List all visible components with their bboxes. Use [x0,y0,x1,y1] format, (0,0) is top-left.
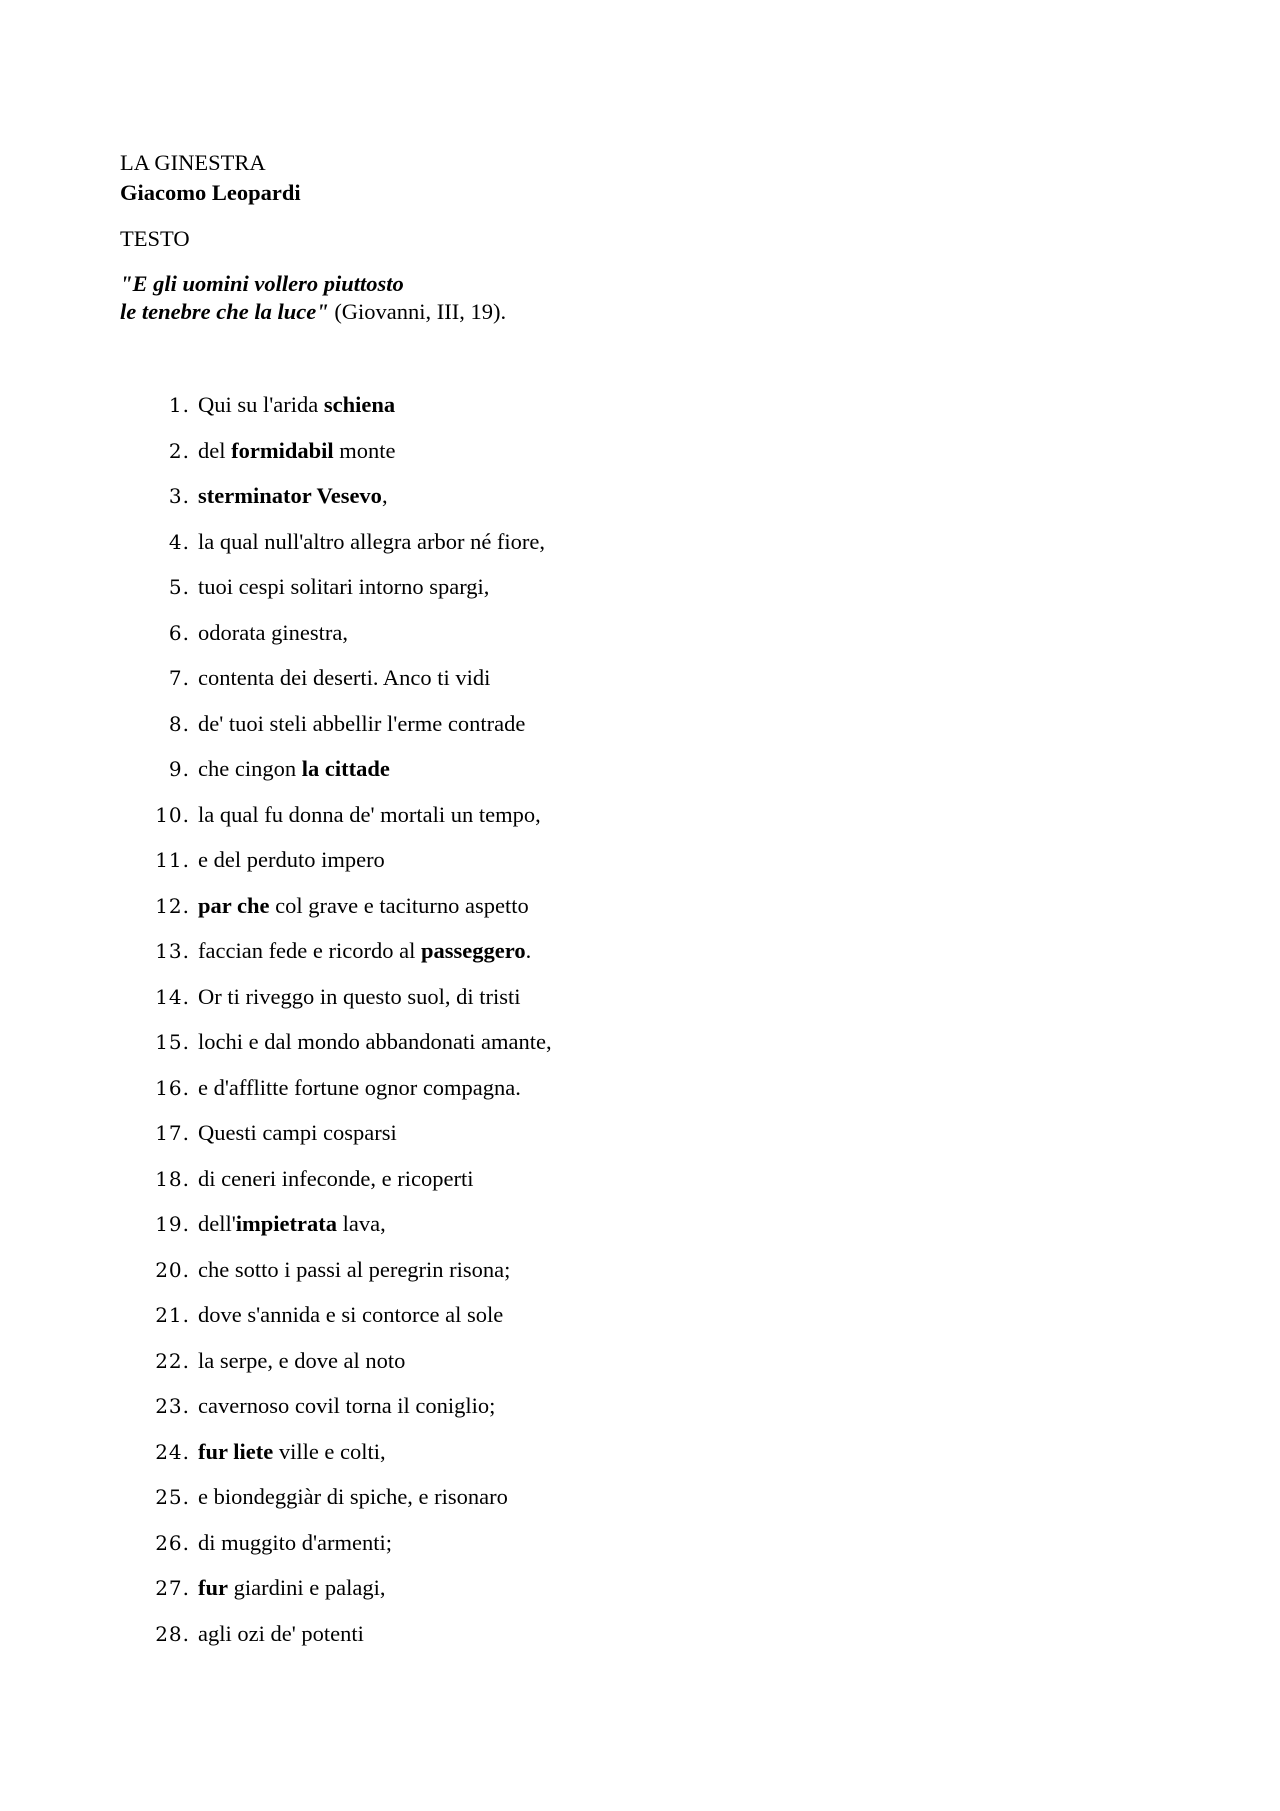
verse-text [198,1437,386,1467]
verse-text [198,1300,503,1330]
verse-text [198,527,545,557]
verse-segment: Qui su l'arida [198,392,324,417]
verse-segment: lochi e dal mondo abbandonati amante, [198,1029,552,1054]
verse-segment: la qual null'altro allegra arbor né fiore, [198,528,546,554]
epigraph-source: (Giovanni, III, 19). [328,299,507,324]
verse-segment: tuoi cespi solitari intorno spargi, [198,574,490,599]
verse-number: 21. [155,1303,190,1327]
verse-segment: cavernoso covil torna il coniglio; [198,1393,496,1418]
verse-segment: lava, [337,1211,386,1236]
verse-bold-segment: formidabil [231,437,334,463]
verse-segment: col grave e taciturno aspetto [269,892,529,918]
section-label: TESTO [120,226,190,251]
verse-segment: che cingon [198,756,302,781]
verse-text [198,845,385,875]
epigraph [120,270,506,326]
verse-segment: ville e colti, [273,1438,386,1464]
verse-text [198,982,520,1012]
verse-number: 28. [155,1621,190,1646]
verse-text [198,754,390,784]
verse-segment: e d'afflitte fortune ognor compagna. [198,1074,521,1100]
verse-segment: monte [333,437,396,463]
verse-text [198,1528,392,1558]
document-title: LA GINESTRA [120,150,266,175]
verse-bold-segment: passeggero [420,938,526,963]
verse-bold-segment: fur [198,1575,228,1600]
verse-text [198,1619,364,1649]
verse-number: 25. [155,1485,190,1509]
verse-number: 19. [155,1212,190,1236]
verse-number: 24. [155,1439,190,1464]
verse-text [198,1391,495,1421]
verse-number: 10. [155,802,190,827]
verse-segment: contenta dei deserti. Anco ti vidi [198,665,491,690]
verse-bold-segment: schiena [323,392,396,417]
verse-number: 23. [155,1394,190,1418]
verse-text [198,436,396,466]
epigraph-quote-1: "E gli uomini vollero piuttosto [120,271,404,296]
verse-number: 26. [155,1530,190,1555]
verse-number: 17. [155,1121,190,1145]
verse-segment: odorata ginestra, [198,619,348,645]
verse-segment: giardini e palagi, [228,1575,386,1600]
verse-text [198,1073,521,1103]
verse-number: 1. [168,393,190,417]
verse-number: 9. [168,757,190,781]
verse-segment: e del perduto impero [198,847,385,872]
verse-number: 15. [155,1030,190,1054]
verse-number: 14. [155,984,190,1009]
verse-bold-segment: sterminator Vesevo [198,483,382,508]
verse-segment: dell' [198,1211,236,1236]
verse-bold-segment: fur liete [198,1438,274,1464]
verse-text [198,1255,510,1285]
verse-text [198,1346,405,1376]
verse-segment: del [198,437,232,463]
verse-number: 7. [168,666,190,690]
verse-segment: di muggito d'armenti; [198,1529,393,1555]
verse-text [198,891,529,921]
verse-text [198,572,489,602]
verse-bold-segment: par che [198,892,270,918]
verse-number: 12. [155,893,190,918]
verse-text [198,1209,386,1239]
verse-segment: e biondeggiàr di spiche, e risonaro [198,1484,508,1509]
verse-text [198,936,531,966]
verse-segment: Or ti riveggo in questo suol, di tristi [198,983,521,1009]
verse-text [198,1027,552,1057]
verse-segment: dove s'annida e si contorce al sole [198,1302,504,1327]
verse-segment: de' tuoi steli abbellir l'erme contrade [198,710,526,736]
verse-text [198,481,388,511]
verse-number: 8. [168,711,190,736]
verse-number: 6. [168,620,190,645]
verse-number: 2. [168,438,190,463]
verse-text [198,390,395,420]
verse-text [198,709,525,739]
verse-segment: agli ozi de' potenti [198,1620,364,1646]
document-author: Giacomo Leopardi [120,180,301,205]
epigraph-line-1 [120,270,506,298]
epigraph-quote-2: le tenebre che la luce" [120,299,329,324]
verse-text [198,1573,385,1603]
verse-number: 11. [155,848,190,872]
epigraph-line-2 [120,298,506,326]
verse-segment: che sotto i passi al peregrin risona; [198,1256,511,1282]
verse-number: 4. [168,529,190,554]
verse-segment: la serpe, e dove al noto [198,1347,406,1373]
verse-number: 16. [155,1075,190,1100]
verse-segment: , [381,483,388,508]
verse-number: 22. [155,1348,190,1373]
verse-text [198,1482,508,1512]
verse-text [198,1118,397,1148]
verse-bold-segment: impietrata [235,1211,338,1236]
verse-segment: Questi campi cosparsi [198,1120,397,1145]
verse-text [198,663,490,693]
verse-bold-segment: la cittade [301,756,390,781]
verse-text [198,618,348,648]
verse-number: 5. [168,575,190,599]
verse-number: 3. [168,484,190,508]
verse-number: 18. [155,1166,190,1191]
verse-segment: . [525,938,532,963]
verse-number: 20. [155,1257,190,1282]
verse-segment: di ceneri infeconde, e ricoperti [198,1165,474,1191]
verse-segment: faccian fede e ricordo al [198,938,421,963]
verse-text [198,1164,473,1194]
verse-segment: la qual fu donna de' mortali un tempo, [198,801,541,827]
verse-number: 13. [155,939,190,963]
verse-number: 27. [155,1576,190,1600]
verse-text [198,800,541,830]
